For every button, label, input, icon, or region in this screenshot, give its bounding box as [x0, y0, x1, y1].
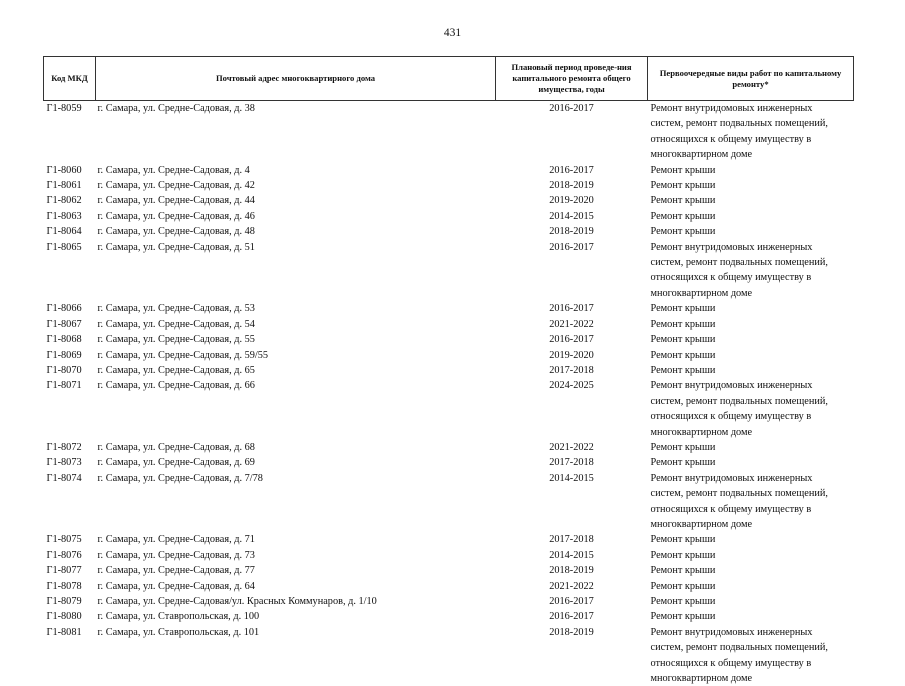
cell-code: Г1-8061: [46, 180, 82, 192]
cell-code: Г1-8060: [46, 164, 82, 176]
cell-period: 2016-2017: [549, 164, 594, 176]
cell-address: г. Самара, ул. Средне-Садовая, д. 65: [97, 364, 255, 376]
cell-code: Г1-8073: [46, 457, 82, 469]
cell-period: 2014-2015: [549, 210, 594, 222]
page-number: 431: [443, 27, 462, 39]
table-row: [44, 209, 854, 224]
cell-code: Г1-8074: [46, 472, 82, 484]
cell-works: Ремонт крыши: [650, 364, 716, 376]
table-row: [44, 532, 854, 547]
cell-address: г. Самара, ул. Средне-Садовая, д. 73: [97, 549, 255, 561]
cell-code: Г1-8076: [46, 549, 82, 561]
cell-period: 2021-2022: [549, 441, 594, 453]
cell-period: 2021-2022: [549, 318, 594, 330]
cell-code: Г1-8077: [46, 565, 82, 577]
cell-address: г. Самара, ул. Ставропольская, д. 100: [97, 611, 260, 623]
cell-works: Ремонт крыши: [650, 318, 716, 330]
header-address: Почтовый адрес многоквартирного дома: [96, 57, 496, 101]
cell-works: Ремонт крыши: [650, 349, 716, 361]
cell-code: Г1-8064: [46, 226, 82, 238]
table-row: [44, 455, 854, 470]
cell-code: Г1-8079: [46, 596, 82, 607]
cell-address: г. Самара, ул. Средне-Садовая, д. 48: [97, 226, 255, 238]
cell-code: Г1-8078: [46, 580, 82, 592]
cell-period: 2016-2017: [549, 334, 594, 346]
cell-address: г. Самара, ул. Ставропольская, д. 101: [97, 626, 260, 638]
cell-code: Г1-8063: [46, 210, 82, 222]
cell-address: г. Самара, ул. Средне-Садовая/ул. Красных Коммунаров, д. 1/10: [97, 596, 377, 607]
cell-works: Ремонт крыши: [650, 164, 716, 176]
cell-period: 2018-2019: [549, 180, 594, 192]
cell-works: Ремонт крыши: [650, 565, 716, 577]
cell-code: Г1-8065: [46, 241, 82, 253]
table-row: [44, 609, 854, 624]
cell-address: г. Самара, ул. Средне-Садовая, д. 46: [97, 210, 255, 222]
cell-address: г. Самара, ул. Средне-Садовая, д. 7/78: [97, 472, 263, 484]
cell-address: г. Самара, ул. Средне-Садовая, д. 51: [97, 241, 255, 253]
table-row: [44, 301, 854, 316]
cell-works: Ремонт крыши: [650, 580, 716, 592]
cell-code: Г1-8080: [46, 611, 82, 623]
cell-code: Г1-8066: [46, 303, 82, 315]
cell-period: 2017-2018: [549, 457, 594, 469]
cell-works: Ремонт крыши: [650, 534, 716, 546]
cell-works: Ремонт внутридомовых инженерных систем, ремонт подвальных помещений, относящихся к общему имуществу в многоквартирном доме: [650, 241, 828, 299]
cell-period: 2017-2018: [549, 534, 594, 546]
cell-works: Ремонт крыши: [650, 549, 716, 561]
cell-period: 2018-2019: [549, 626, 594, 638]
table-row: [44, 378, 854, 440]
cell-period: 2014-2015: [549, 472, 594, 484]
cell-period: 2014-2015: [549, 549, 594, 561]
cell-works: Ремонт внутридомовых инженерных систем, ремонт подвальных помещений, относящихся к общему имуществу в многоквартирном доме: [650, 472, 828, 530]
header-code: Код МКД: [44, 57, 96, 101]
cell-period: 2019-2020: [549, 349, 594, 361]
table-row: [44, 101, 854, 163]
cell-code: Г1-8069: [46, 349, 82, 361]
cell-code: Г1-8070: [46, 364, 82, 376]
cell-works: Ремонт внутридомовых инженерных систем, ремонт подвальных помещений, относящихся к общему имуществу в многоквартирном доме: [650, 626, 828, 685]
cell-address: г. Самара, ул. Средне-Садовая, д. 59/55: [97, 349, 269, 361]
cell-code: Г1-8081: [46, 626, 82, 638]
table-row: [44, 178, 854, 193]
cell-code: Г1-8075: [46, 534, 82, 546]
table-row: [44, 332, 854, 347]
cell-works: Ремонт внутридомовых инженерных систем, ремонт подвальных помещений, относящихся к общему имуществу в многоквартирном доме: [650, 380, 828, 438]
table-row: [44, 317, 854, 332]
table-row: [44, 240, 854, 302]
cell-address: г. Самара, ул. Средне-Садовая, д. 42: [97, 180, 255, 192]
cell-period: 2018-2019: [549, 565, 594, 577]
cell-code: Г1-8071: [46, 380, 82, 392]
cell-code: Г1-8059: [46, 103, 82, 114]
cell-works: Ремонт крыши: [650, 457, 716, 469]
cell-works: Ремонт крыши: [650, 596, 716, 607]
cell-period: 2017-2018: [549, 364, 594, 376]
cell-address: г. Самара, ул. Средне-Садовая, д. 44: [97, 195, 255, 207]
header-period: Плановый период проведе-ния капитального ремонта общего имущества, годы: [496, 57, 648, 101]
cell-address: г. Самара, ул. Средне-Садовая, д. 68: [97, 441, 255, 453]
cell-period: 2019-2020: [549, 195, 594, 207]
table-row: [44, 594, 854, 609]
cell-works: Ремонт крыши: [650, 195, 716, 207]
cell-address: г. Самара, ул. Средне-Садовая, д. 53: [97, 303, 255, 315]
table-row: [44, 579, 854, 594]
cell-code: Г1-8068: [46, 334, 82, 346]
table-row: [44, 625, 854, 686]
cell-address: г. Самара, ул. Средне-Садовая, д. 69: [97, 457, 255, 469]
capital-repair-table: [43, 56, 854, 686]
cell-works: Ремонт крыши: [650, 180, 716, 192]
table-row: [44, 193, 854, 208]
cell-period: 2016-2017: [549, 103, 594, 114]
cell-period: 2021-2022: [549, 580, 594, 592]
cell-works: Ремонт крыши: [650, 611, 716, 623]
table-row: [44, 348, 854, 363]
cell-period: 2016-2017: [549, 611, 594, 623]
cell-works: Ремонт крыши: [650, 334, 716, 346]
cell-works: Ремонт крыши: [650, 441, 716, 453]
cell-code: Г1-8067: [46, 318, 82, 330]
table-row: [44, 471, 854, 533]
cell-address: г. Самара, ул. Средне-Садовая, д. 77: [97, 565, 255, 577]
cell-address: г. Самара, ул. Средне-Садовая, д. 64: [97, 580, 255, 592]
cell-address: г. Самара, ул. Средне-Садовая, д. 54: [97, 318, 255, 330]
cell-code: Г1-8062: [46, 195, 82, 207]
cell-works: Ремонт крыши: [650, 303, 716, 315]
table-row: [44, 363, 854, 378]
cell-period: 2016-2017: [549, 596, 594, 607]
cell-address: г. Самара, ул. Средне-Садовая, д. 4: [97, 164, 250, 176]
cell-period: 2016-2017: [549, 303, 594, 315]
table-row: [44, 163, 854, 178]
cell-address: г. Самара, ул. Средне-Садовая, д. 66: [97, 380, 255, 392]
table-row: [44, 224, 854, 239]
table-row: [44, 440, 854, 455]
header-works: Первоочередные виды работ по капитальному ремонту*: [648, 57, 854, 101]
cell-works: Ремонт внутридомовых инженерных систем, ремонт подвальных помещений, относящихся к общему имуществу в многоквартирном доме: [650, 103, 828, 161]
cell-code: Г1-8072: [46, 441, 82, 453]
cell-works: Ремонт крыши: [650, 226, 716, 238]
table-row: [44, 563, 854, 578]
cell-works: Ремонт крыши: [650, 210, 716, 222]
table-header-row: [44, 57, 854, 101]
cell-address: г. Самара, ул. Средне-Садовая, д. 71: [97, 534, 255, 546]
cell-period: 2024-2025: [549, 380, 594, 392]
cell-period: 2016-2017: [549, 241, 594, 253]
cell-address: г. Самара, ул. Средне-Садовая, д. 38: [97, 103, 255, 114]
table-row: [44, 548, 854, 563]
cell-period: 2018-2019: [549, 226, 594, 238]
cell-address: г. Самара, ул. Средне-Садовая, д. 55: [97, 334, 255, 346]
